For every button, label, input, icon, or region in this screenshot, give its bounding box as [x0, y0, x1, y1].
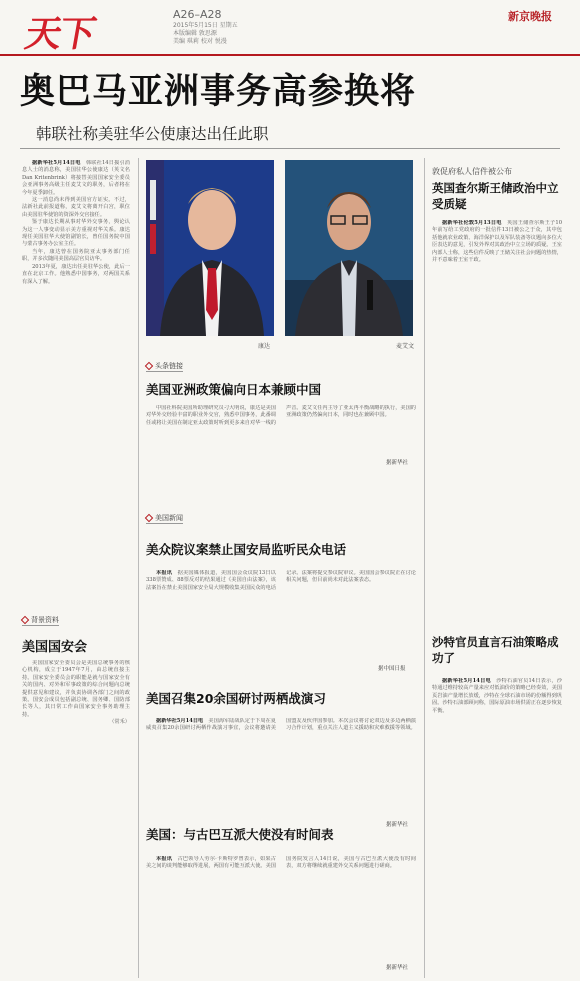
- news-body: 本报讯 据美国媒体报道，美国国会众议院13日以338票赞成、88票反对的结果通过《美国自由法案》，该法案旨在禁止美国国家安全局大规模收集美国民众的电话记录。法案将提交参议院审议。美国国会参议院正在讨论相关问题，但目前尚未对此法案表态。: [146, 570, 416, 591]
- link-title: 美国亚洲政策偏向日本兼顾中国: [146, 382, 322, 397]
- drill-title: 美国召集20余国研讨两栖战演习: [146, 691, 326, 706]
- right-body: 据新华社伦敦5月13日电 英国王储查尔斯王子10年前写给工党政府的一批信件13日被公之于众，其中包括他就农业政策、海洋保护以及军队装备等议题向多位大臣表达的意见，引发外界对其政治中立立场的质疑。王室内部人士称，这些信件反映了王储关注社会问题的热情，并不意味着王室干政。: [432, 220, 562, 264]
- paper-name: 新京晚报: [508, 10, 552, 23]
- right-title: 英国查尔斯王储政治中立受质疑: [432, 181, 559, 211]
- drill-body: 据新华社5月14日电 美国海军陆战队定于下周在夏威夷召集20余国研讨两栖作战演习事宜，会议将邀请美国盟友及伙伴国参加。本次会议将讨论双边及多边两栖演习合作计划，重点关注人道主义援助和灾难救援等领域。: [146, 718, 416, 732]
- background-tag: 背景资料: [22, 615, 59, 626]
- news-tag: 美国新闻: [146, 513, 183, 524]
- photo-medeiros: [285, 160, 413, 336]
- right-title-2: 沙特官员直言石油策略成功了: [432, 635, 559, 665]
- lead-article: 据新华社5月14日电 韩联社14日援引消息人士的消息称，美国驻华公使康达（英文名Dan Kritenbrink）将接替美国国家安全委员会亚洲事务高级主任麦艾文的职务，后者将在今年夏季卸任。 这一消息尚未得到美国官方证实。不过，法新社此前报道称，麦艾文将离开白宫，职位由美国驻华使馆的资深外交官接任。 鉴于康达长期从事对华外交事务，舆论认为这一人事变动显示美方重视对华关系。康达现任美国驻华大使馆副馆长，曾任国务院中国与蒙古事务办公室主任。 当年，康达曾在国务院亚太事务部门任职，并多次随同美国高层官员访华。 2013年夏，康达出任美驻华公使，此后一直在北京工作。他熟悉中国事务，对两国关系有深入了解。: [22, 160, 130, 285]
- background-title: 美国国安会: [22, 640, 88, 655]
- cuba-title: 美国：与古巴互派大使没有时间表: [146, 827, 334, 842]
- page-range: A26–A28: [173, 8, 222, 21]
- right-body-2: 据新华社5月14日电 沙特石油官员14日表示，沙特通过维持较高产量来应对低油价的策略已经奏效，美国页岩油产量增长放缓，沙特在全球石油市场的份额得到巩固。沙特石油部顾问称，国际原油市场供需正在逐步恢复平衡。: [432, 678, 562, 714]
- main-headline: 奥巴马亚洲事务高参换将: [20, 72, 417, 112]
- cuba-source: 据新华社: [386, 965, 409, 971]
- photo-kritenbrink: [146, 160, 274, 336]
- cuba-body: 本报讯 古巴领导人劳尔·卡斯特罗曾表示，如果古美之间的谈判能够取得进展，两国有可能互派大使。美国国务院发言人14日说，美国与古巴互派大使没有时间表，双方将继续就重建外交关系问题进行磋商。: [146, 856, 416, 870]
- page-header: [0, 0, 580, 56]
- column-divider: [424, 158, 425, 978]
- divider: [20, 148, 560, 149]
- right-kicker: 敦促府私人信件被公布: [432, 167, 512, 176]
- portrait-image: [146, 160, 274, 336]
- portrait-image: [285, 160, 413, 336]
- edition-meta: 2015年5月15日 星期五 本版编辑 敦思源 美编 琪莉 校对 悦漫: [173, 22, 238, 45]
- photo-caption-left: 康达: [258, 343, 271, 350]
- column-divider: [138, 158, 139, 978]
- photo-caption-right: 麦艾文: [396, 343, 415, 350]
- section-logo: 天下: [21, 14, 98, 55]
- drill-source: 据新华社: [386, 822, 409, 828]
- news-title: 美众院议案禁止国安局监听民众电话: [146, 542, 347, 557]
- news-source: 据中国日报: [378, 666, 406, 672]
- background-body: 美国国家安全委员会是美国总统事务的核心机构，成立于1947年7月，由总统直接主持。国家安全委员会的职能是就与国家安全有关的国内、对外和军事政策的综合问题向总统提供意见和建议，并负责协调各部门之间的政策。国安会成员包括副总统、国务卿、国防部长等人，其日常工作由国家安全事务助理主持。 （常禾）: [22, 660, 130, 726]
- link-source: 据新华社: [386, 460, 409, 466]
- link-tag: 头条链接: [146, 361, 183, 372]
- main-subheadline: 韩联社称美驻华公使康达出任此职: [36, 125, 269, 143]
- link-body: 中国社科院美国所助理研究员刁大明说，康达是美国对华外交经验丰富的职业外交官，熟悉中国事务，此番调任或将让美国在制定亚太政策时听到更多来自对华一线的声音。麦艾文任内主导了亚太再平衡战略的执行，美国的亚洲政策仍然偏向日本，同时也在兼顾中国。: [146, 405, 416, 426]
